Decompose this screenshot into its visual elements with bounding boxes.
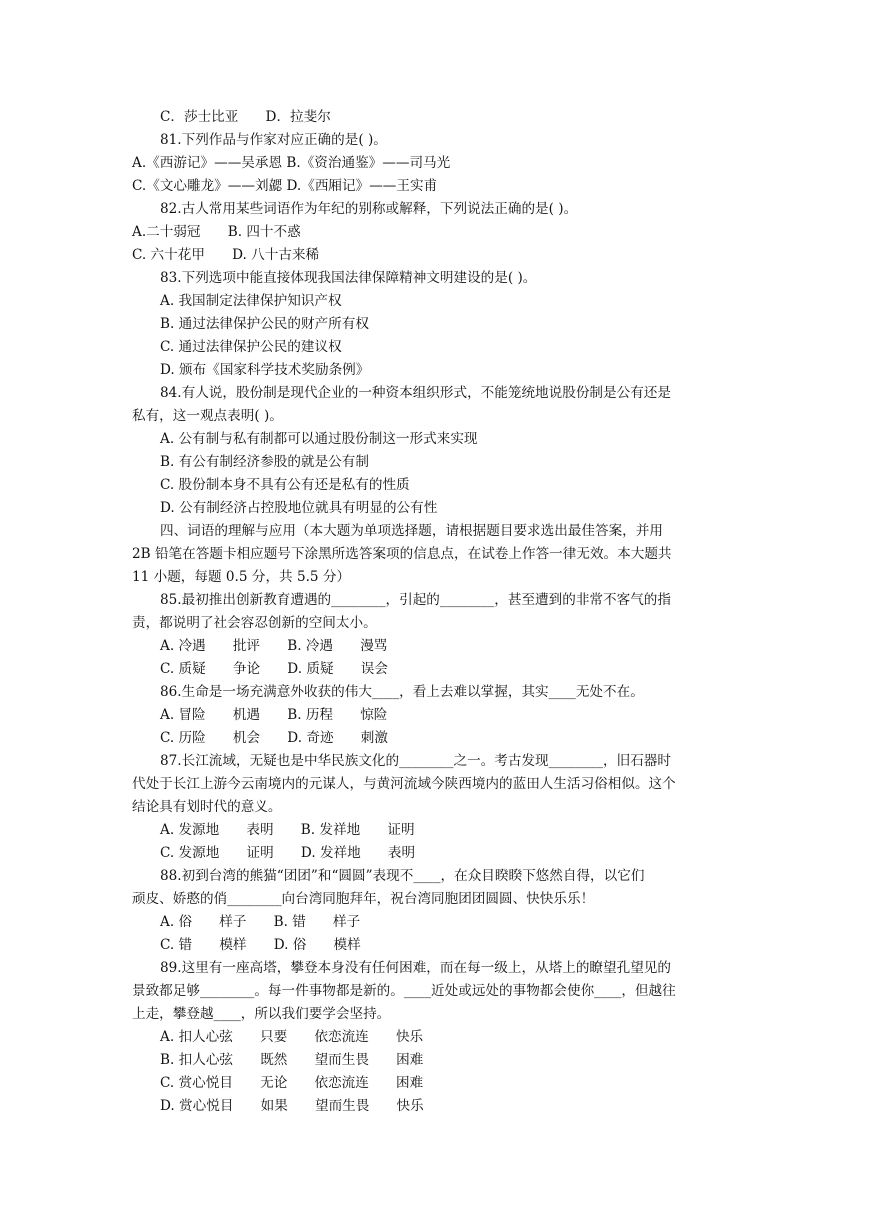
- option-line-81-cd: C.《文心雕龙》——刘勰 D.《西厢记》——王实甫: [132, 178, 438, 194]
- question-86-stem: 86.生命是一场充满意外收获的伟大____，看上去难以掌握，其实____无处不在。: [160, 684, 644, 700]
- option-83-b: B. 通过法律保护公民的财产所有权: [160, 316, 369, 332]
- option-84-c: C. 股份制本身不具有公有还是私有的性质: [160, 477, 410, 493]
- question-89-stem-cont: 景致都足够________。每一件事物都是新的。____近处或远处的事物都会使你____，但越往: [132, 983, 676, 999]
- question-81-stem: 81.下列作品与作家对应正确的是( )。: [160, 132, 387, 148]
- section-4-heading: 四、词语的理解与应用（本大题为单项选择题，请根据题目要求选出最佳答案，并用: [160, 523, 663, 539]
- option-line-87-ab: A. 发源地 表明 B. 发祥地 证明: [160, 822, 415, 838]
- question-87-stem-cont: 代处于长江上游今云南境内的元谋人，与黄河流域今陕西境内的蓝田人生活习俗相似。这个: [132, 776, 676, 792]
- section-4-instructions-cont: 11 小题，每题 0.5 分，共 5.5 分）: [132, 569, 351, 585]
- option-line-88-ab: A. 俗 样子 B. 错 样子: [160, 914, 361, 930]
- question-89-stem: 89.这里有一座高塔，攀登本身没有任何困难，而在每一级上，从塔上的瞭望孔望见的: [160, 960, 671, 976]
- option-line-87-cd: C. 发源地 证明 D. 发祥地 表明: [160, 845, 416, 861]
- option-line-88-cd: C. 错 模样 D. 俗 模样: [160, 937, 361, 953]
- option-line-81-ab: A.《西游记》——吴承恩 B.《资治通鉴》——司马光: [132, 155, 451, 171]
- option-84-a: A. 公有制与私有制都可以通过股份制这一形式来实现: [160, 431, 478, 447]
- question-85-stem: 85.最初推出创新教育遭遇的________，引起的________，甚至遭到的非常不客气的指: [160, 592, 671, 608]
- option-83-c: C. 通过法律保护公民的建议权: [160, 339, 342, 355]
- question-88-stem-cont: 顽皮、娇憨的俏________向台湾同胞拜年，祝台湾同胞团团圆圆、快快乐乐！: [132, 891, 595, 907]
- option-line-85-cd: C. 质疑 争论 D. 质疑 误会: [160, 661, 388, 677]
- question-84-stem: 84.有人说，股份制是现代企业的一种资本组织形式，不能笼统地说股份制是公有还是: [160, 385, 671, 401]
- option-84-d: D. 公有制经济占控股地位就具有明显的公有性: [160, 500, 438, 516]
- question-83-stem: 83.下列选项中能直接体现我国法律保障精神文明建设的是( )。: [160, 270, 537, 286]
- question-88-stem: 88.初到台湾的熊猫“团团”和“圆圆”表现不____，在众目睽睽下悠然自得，以它们: [160, 868, 645, 884]
- option-line-86-cd: C. 历险 机会 D. 奇迹 刺激: [160, 730, 388, 746]
- option-84-b: B. 有公有制经济参股的就是公有制: [160, 454, 369, 470]
- question-82-stem: 82.古人常用某些词语作为年纪的别称或解释，下列说法正确的是( )。: [160, 201, 578, 217]
- option-line-85-ab: A. 冷遇 批评 B. 冷遇 漫骂: [160, 638, 388, 654]
- option-89-a: A. 扣人心弦 只要 依恋流连 快乐: [160, 1029, 424, 1045]
- option-83-a: A. 我国制定法律保护知识产权: [160, 293, 342, 309]
- option-line-80-cd: C．莎士比亚 D．拉斐尔: [160, 109, 331, 125]
- option-line-82-ab: A.二十弱冠 B. 四十不惑: [132, 224, 301, 240]
- option-89-b: B. 扣人心弦 既然 望而生畏 困难: [160, 1052, 424, 1068]
- section-4-instructions: 2B 铅笔在答题卡相应题号下涂黑所选答案项的信息点，在试卷上作答一律无效。本大题共: [132, 546, 672, 562]
- option-89-c: C. 赏心悦目 无论 依恋流连 困难: [160, 1075, 424, 1091]
- question-84-stem-cont: 私有，这一观点表明( )。: [132, 408, 283, 424]
- option-89-d: D. 赏心悦目 如果 望而生畏 快乐: [160, 1098, 424, 1114]
- question-85-stem-cont: 责，都说明了社会容忍创新的空间太小。: [132, 615, 377, 631]
- question-87-stem-cont2: 结论具有划时代的意义。: [132, 799, 282, 815]
- question-89-stem-cont2: 上走，攀登越____，所以我们要学会坚持。: [132, 1006, 391, 1022]
- option-line-86-ab: A. 冒险 机遇 B. 历程 惊险: [160, 707, 388, 723]
- question-87-stem: 87.长江流域，无疑也是中华民族文化的________之一。考古发现________，旧石器时: [160, 753, 671, 769]
- option-line-82-cd: C. 六十花甲 D. 八十古来稀: [132, 247, 320, 263]
- option-83-d: D. 颁布《国家科学技术奖励条例》: [160, 362, 370, 378]
